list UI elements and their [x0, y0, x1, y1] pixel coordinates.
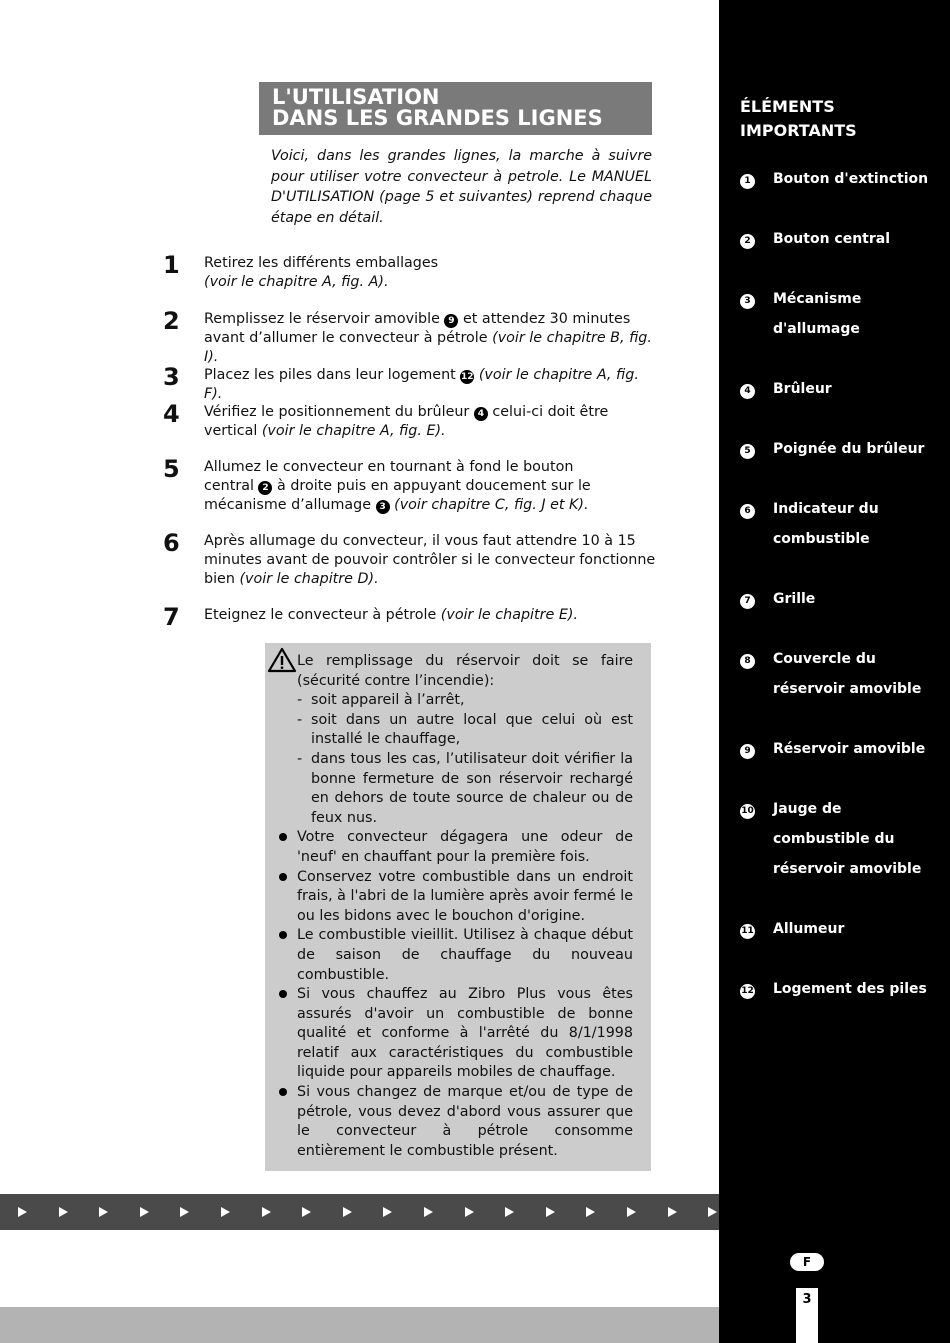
bullet-dot	[279, 873, 287, 881]
bullet-dot	[279, 833, 287, 841]
warning-bullet-item: Votre convecteur dégagera une odeur de 'neuf' en chauffant pour la première fois.	[297, 828, 633, 867]
part-number-badge: 9	[444, 314, 458, 328]
arrow-right-icon	[505, 1207, 514, 1217]
warning-triangle-icon	[267, 647, 297, 673]
bottom-gray-bar	[0, 1307, 719, 1343]
warning-bullet-item: Si vous chauffez au Zibro Plus vous êtes assurés d'avoir un combustible de bonne qualité et conforme à l'arrêté du 8/1/1998 relatif aux caractéristiques du combustible liquide pour appareils mobiles de chauffage.	[297, 985, 633, 1083]
sidebar-item-label: Indicateur du combustible	[773, 501, 879, 547]
warning-bullet-item: Si vous changez de marque et/ou de type de pétrole, vous devez d'abord vous assurer que le convecteur à pétrole consomme entièrement le combustible présent.	[297, 1083, 633, 1161]
arrow-right-icon	[221, 1207, 230, 1217]
arrow-right-icon	[99, 1207, 108, 1217]
arrow-right-icon	[18, 1207, 27, 1217]
arrow-right-icon	[424, 1207, 433, 1217]
page-number-tab	[796, 1288, 818, 1343]
step-text: Après allumage du convecteur, il vous faut attendre 10 à 15 minutes avant de pouvoir contrôler si le convecteur fonctionne bien (voir le chapitre D).	[204, 533, 656, 587]
sidebar-item-label: Couvercle du réservoir amovible	[773, 651, 922, 697]
warning-dash-item: - dans tous les cas, l’utilisateur doit vérifier la bonne fermeture de son réservoir rechargé en dehors de toute source de chaleur ou de feux nus.	[297, 750, 633, 828]
section-title-line-2: DANS LES GRANDES LIGNES	[272, 106, 603, 130]
step-number: 5	[163, 455, 180, 483]
page-number: 3	[802, 1292, 812, 1307]
sidebar-item-number: 3	[740, 294, 755, 309]
sidebar-item-number: 8	[740, 654, 755, 669]
arrow-right-icon	[140, 1207, 149, 1217]
step-number: 2	[163, 307, 180, 335]
section-title-line-1: L'UTILISATION	[272, 85, 440, 109]
step-text: Vérifiez le positionnement du brûleur 4 celui-ci doit être vertical (voir le chapitre A, fig. E).	[204, 404, 609, 439]
sidebar-item-label: Logement des piles	[773, 981, 927, 997]
sidebar-item-label: Jauge de combustible du réservoir amovible	[773, 801, 922, 877]
bullet-dot	[279, 990, 287, 998]
arrow-right-icon	[180, 1207, 189, 1217]
sidebar-item-label: Bouton central	[773, 231, 891, 247]
sidebar-item-number: 9	[740, 744, 755, 759]
warning-dash-item: - soit appareil à l’arrêt,	[297, 691, 633, 711]
sidebar-item-label: Mécanisme d'allumage	[773, 291, 862, 337]
step-text: Placez les piles dans leur logement 12 (voir le chapitre A, fig. F).	[204, 367, 639, 402]
bullet-dot	[279, 931, 287, 939]
sidebar-title-line-2: IMPORTANTS	[740, 121, 857, 140]
language-badge: F	[790, 1253, 824, 1271]
sidebar-item-number: 5	[740, 444, 755, 459]
sidebar-item-number: 10	[740, 804, 755, 819]
arrow-right-icon	[465, 1207, 474, 1217]
step-number: 3	[163, 363, 180, 391]
step-number: 4	[163, 400, 180, 428]
sidebar-item-number: 2	[740, 234, 755, 249]
sidebar-item-label: Poignée du brûleur	[773, 441, 925, 457]
sidebar-item-label: Allumeur	[773, 921, 845, 937]
sidebar-item-number: 7	[740, 594, 755, 609]
step-text: Eteignez le convecteur à pétrole (voir le chapitre E).	[204, 607, 578, 623]
intro-paragraph: Voici, dans les grandes lignes, la marche à suivre pour utiliser votre convecteur à petrole. Le MANUEL D'UTILISATION (page 5 et suivantes) reprend chaque étape en détail.	[271, 148, 652, 226]
step-number: 6	[163, 529, 180, 557]
warning-lead: Le remplissage du réservoir doit se faire (sécurité contre l’incendie):	[297, 653, 633, 689]
arrow-decoration-bar	[0, 1194, 719, 1230]
bullet-dot	[279, 1088, 287, 1096]
step-text: Remplissez le réservoir amovible 9 et attendez 30 minutes avant d’allumer le convecteur à pétrole (voir le chapitre B, fig. I).	[204, 311, 652, 365]
sidebar-item-number: 12	[740, 984, 755, 999]
arrow-right-icon	[708, 1207, 717, 1217]
step-number: 1	[163, 251, 180, 279]
step-text: Retirez les différents emballages (voir le chapitre A, fig. A).	[204, 255, 439, 290]
arrow-right-icon	[59, 1207, 68, 1217]
sidebar-title	[740, 95, 940, 143]
arrow-right-icon	[343, 1207, 352, 1217]
step-number: 7	[163, 603, 180, 631]
arrow-right-icon	[586, 1207, 595, 1217]
warning-text	[297, 652, 633, 1161]
arrow-right-icon	[383, 1207, 392, 1217]
sidebar-item-label: Brûleur	[773, 381, 832, 397]
warning-bullet-item: Conservez votre combustible dans un endroit frais, à l'abri de la lumière après avoir fermé le ou les bidons avec le bouchon d'origine.	[297, 868, 633, 927]
arrow-right-icon	[262, 1207, 271, 1217]
warning-bullet-item: Le combustible vieillit. Utilisez à chaque début de saison de chauffage du nouveau combustible.	[297, 926, 633, 985]
sidebar-item-number: 6	[740, 504, 755, 519]
part-number-badge: 4	[474, 407, 488, 421]
step-text: Allumez le convecteur en tournant à fond le bouton central 2 à droite puis en appuyant doucement sur le mécanisme d’allumage 3 (voir chapitre C, fig. J et K).	[204, 459, 591, 513]
warning-box	[265, 643, 651, 1171]
section-title-box	[259, 82, 652, 135]
arrow-right-icon	[546, 1207, 555, 1217]
arrow-right-icon	[668, 1207, 677, 1217]
part-number-badge: 12	[461, 372, 474, 382]
part-number-badge: 2	[258, 481, 272, 495]
arrow-right-icon	[302, 1207, 311, 1217]
sidebar-item-label: Bouton d'extinction	[773, 171, 929, 187]
sidebar-title-line-1: ÉLÉMENTS	[740, 97, 835, 116]
sidebar-item-number: 4	[740, 384, 755, 399]
sidebar-item-number: 1	[740, 174, 755, 189]
sidebar-item-number: 11	[740, 924, 755, 939]
sidebar-item-label: Grille	[773, 591, 816, 607]
warning-dash-item: - soit dans un autre local que celui où est installé le chauffage,	[297, 711, 633, 750]
arrow-right-icon	[627, 1207, 636, 1217]
part-number-badge: 3	[376, 500, 390, 514]
sidebar-important-elements	[719, 0, 950, 1343]
sidebar-item-label: Réservoir amovible	[773, 741, 926, 757]
